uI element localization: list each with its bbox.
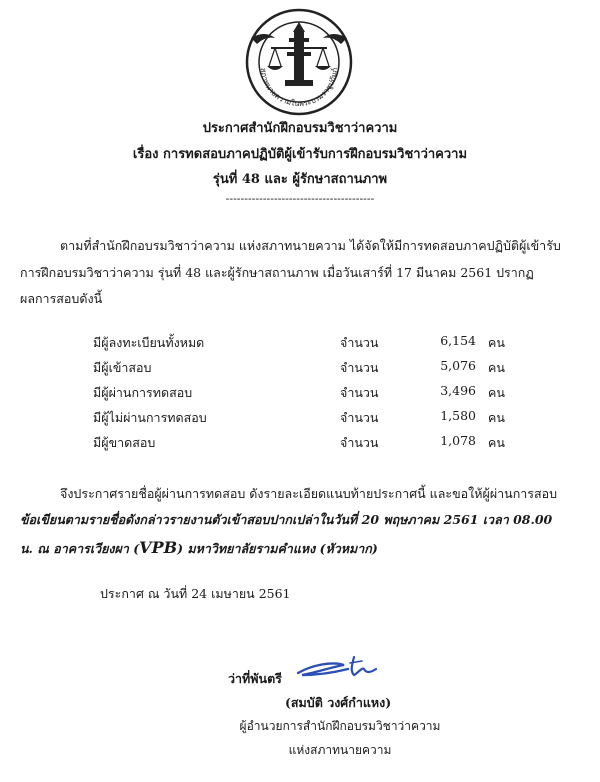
venue-code: VPB bbox=[139, 538, 178, 557]
stat-label: มีผู้ลงทะเบียนทั้งหมด bbox=[93, 335, 205, 350]
seal-text: สภาทนายความในพระบรมราชูปถัมภ์ bbox=[258, 67, 340, 109]
announcement-title: ประกาศสำนักฝึกอบรมวิชาว่าความ bbox=[202, 121, 398, 136]
stat-value: 3,496 bbox=[440, 383, 476, 398]
stat-value: 6,154 bbox=[440, 333, 476, 348]
stat-row-attended bbox=[93, 358, 513, 383]
intro-line-1: ตามที่สำนักฝึกอบรมวิชาว่าความ แห่งสภาทนายความ ได้จัดให้มีการทดสอบภาคปฏิบัติผู้เข้ารับ bbox=[60, 238, 561, 253]
heading-divider: ---------------------------------------- bbox=[225, 192, 375, 205]
announcement-subject: เรื่อง การทดสอบภาคปฏิบัติผู้เข้ารับการฝึกอบรมวิชาว่าความ bbox=[132, 147, 468, 162]
stat-value: 5,076 bbox=[440, 358, 476, 373]
stat-row-passed bbox=[93, 383, 513, 408]
stat-count-unit: คน bbox=[488, 360, 505, 375]
signatory-name: (สมบัติ วงศ์กำแหง) bbox=[285, 695, 392, 710]
stat-count-unit: คน bbox=[488, 435, 505, 450]
notice-line-1: จึงประกาศรายชื่อผู้ผ่านการทดสอบ ดังรายละเอียดแนบท้ายประกาศนี้ และขอให้ผู้ผ่านการสอบ bbox=[60, 486, 558, 501]
intro-line-3: ผลการสอบดังนี้ bbox=[20, 291, 103, 306]
signatory-organization: แห่งสภาทนายความ bbox=[288, 743, 392, 757]
stat-unit: จำนวน bbox=[340, 360, 379, 375]
notice-line-3 bbox=[20, 537, 378, 559]
stat-label: มีผู้เข้าสอบ bbox=[93, 360, 152, 375]
lawyers-council-seal-icon bbox=[245, 8, 353, 116]
announcement-date: ประกาศ ณ วันที่ 24 เมษายน 2561 bbox=[100, 586, 291, 601]
intro-line-2: การฝึกอบรมวิชาว่าความ รุ่นที่ 48 และผู้รักษาสถานภาพ เมื่อวันเสาร์ที่ 17 มีนาคม 2561 ปรากฏ bbox=[20, 265, 534, 280]
stat-row-registered bbox=[93, 333, 513, 358]
stat-unit: จำนวน bbox=[340, 335, 379, 350]
handwritten-signature-icon bbox=[292, 651, 402, 685]
stat-row-absent bbox=[93, 433, 513, 458]
stat-label: มีผู้ไม่ผ่านการทดสอบ bbox=[93, 410, 207, 425]
stat-count-unit: คน bbox=[488, 335, 505, 350]
signatory-position: ผู้อำนวยการสำนักฝึกอบรมวิชาว่าความ bbox=[239, 719, 441, 733]
stat-row-failed bbox=[93, 408, 513, 433]
stat-value: 1,078 bbox=[440, 433, 476, 448]
announcement-batch: รุ่นที่ 48 และ ผู้รักษาสถานภาพ bbox=[212, 172, 388, 187]
stat-count-unit: คน bbox=[488, 410, 505, 425]
exam-statistics bbox=[93, 333, 513, 458]
venue-suffix: ) มหาวิทยาลัยรามคำแหง (หัวหมาก) bbox=[177, 541, 378, 556]
stat-unit: จำนวน bbox=[340, 435, 379, 450]
signatory-rank: ว่าที่พันตรี bbox=[228, 671, 282, 686]
stat-count-unit: คน bbox=[488, 385, 505, 400]
stat-unit: จำนวน bbox=[340, 410, 379, 425]
notice-line-2: ข้อเขียนตามรายชื่อดังกล่าวรายงานตัวเข้าสอบปากเปล่าในวันที่ 20 พฤษภาคม 2561 เวลา 08.00 bbox=[20, 512, 553, 527]
venue-prefix: น. ณ อาคารเวียงผา ( bbox=[20, 541, 140, 556]
stat-label: มีผู้ขาดสอบ bbox=[93, 435, 156, 450]
stat-label: มีผู้ผ่านการทดสอบ bbox=[93, 385, 193, 400]
stat-value: 1,580 bbox=[440, 408, 476, 423]
stat-unit: จำนวน bbox=[340, 385, 379, 400]
